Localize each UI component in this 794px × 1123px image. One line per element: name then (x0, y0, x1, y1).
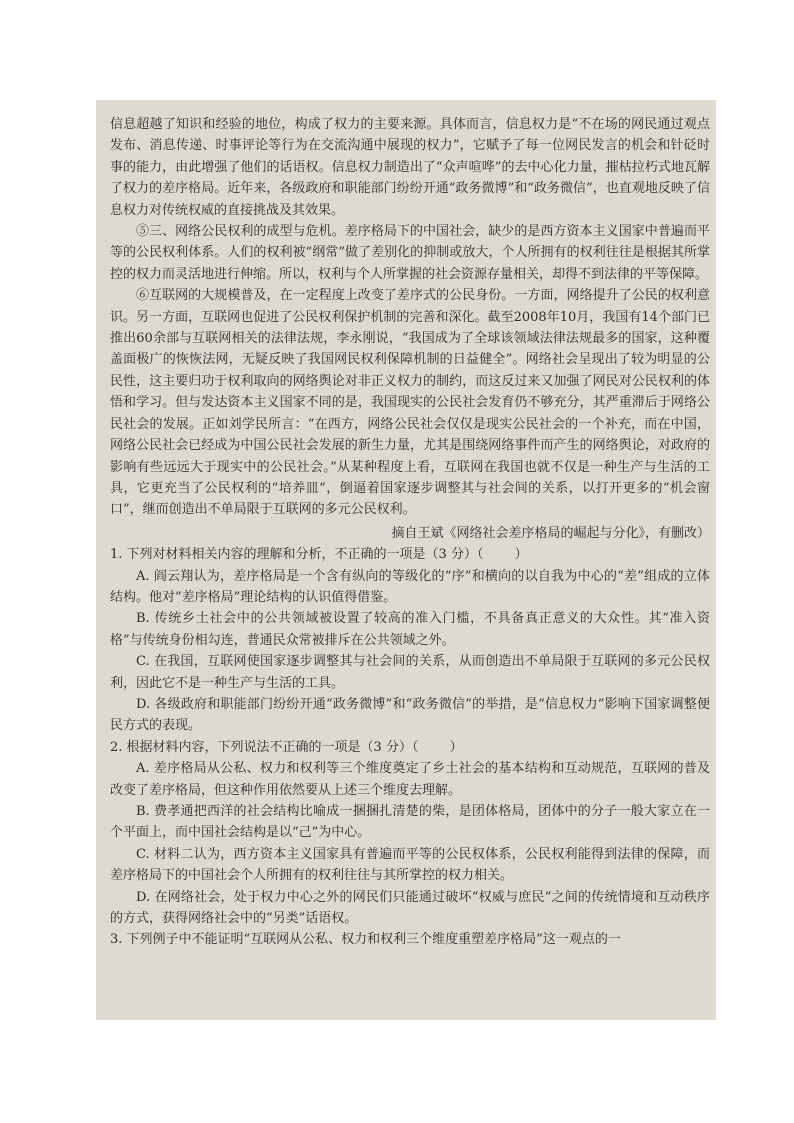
question-1 (110, 544, 710, 737)
source-attribution: 摘自王斌《网络社会差序格局的崛起与分化》，有删改） (391, 525, 710, 541)
passage-paragraph: ⑤三、网络公民权利的成型与危机。差序格局下的中国社会，缺少的是西方资本主义国家中普遍而平等的公民权利体系。人们的权利被“纲常”做了差别化的抑制或放大，个人所拥有的权利往往是根据其所掌控的权力而灵活地进行伸缩。所以，权利与个人所掌握的社会资源存量相关，却得不到法律的平等保障。 (110, 224, 710, 282)
question-stem (110, 737, 710, 758)
answer-option-c: C. 在我国，互联网使国家逐步调整其与社会间的关系，从而创造出不单局限于互联网的多元公民权利，因此它不是一种生产与生活的工具。 (110, 654, 710, 691)
answer-paren-close: ） (514, 547, 528, 563)
question-2 (110, 737, 710, 930)
answer-paren-close: ） (449, 739, 463, 755)
answer-paren-open: （ (476, 547, 484, 563)
answer-option-c: C. 材料二认为，西方资本主义国家具有普遍而平等的公民权体系，公民权利能得到法律的保障，而差序格局下的中国社会个人所拥有的权利往往与其所掌控的权力相关。 (110, 846, 710, 884)
question-3 (110, 929, 710, 950)
answer-option-a: A. 阎云翔认为，差序格局是一个含有纵向的等级化的“序”和横向的以自我为中心的“差”组成的立体结构。他对“差序格局”理论结构的认识值得借鉴。 (110, 568, 710, 605)
scanned-page-background (96, 100, 716, 1020)
answer-paren-open: （ (411, 739, 419, 755)
question-stem-text: 1. 下列对材料相关内容的理解和分析，不正确的一项是（3 分） (110, 547, 477, 563)
answer-option-b: B. 传统乡土社会中的公共领域被设置了较高的准入门槛，不具备真正意义的大众性。其“准入资格”与传统身份相勾连，普通民众常被排斥在公共领域之外。 (110, 611, 710, 648)
answer-option-d: D. 各级政府和职能部门纷纷开通“政务微博”和“政务微信”的举措，是“信息权力”影响下国家调整便民方式的表现。 (110, 696, 710, 734)
passage (110, 114, 710, 544)
answer-option-b: B. 费孝通把西洋的社会结构比喻成一捆捆扎清楚的柴，是团体格局，团体中的分子一般大家立在一个平面上，而中国社会结构是以“己”为中心。 (110, 804, 710, 841)
answer-option-a: A. 差序格局从公私、权力和权利等三个维度奠定了乡土社会的基本结构和互动规范，互联网的普及改变了差序格局，但这种作用依然要从上述三个维度去理解。 (110, 761, 710, 798)
answer-option-d: D. 在网络社会，处于权力中心之外的网民们只能通过破坏“权威与庶民”之间的传统情境和互动秩序的方式，获得网络社会中的“另类”话语权。 (110, 889, 710, 927)
passage-paragraph: ⑥互联网的大规模普及，在一定程度上改变了差序式的公民身份。一方面，网络提升了公民的权利意识。另一方面，互联网也促进了公民权利保护机制的完善和深化。截至2008年10月，我国有14个部门已推出60余部与互联网相关的法律法规，李永刚说，“我国成为了全球该领域法律法规最多的国家，这种覆盖面极广的恢恢法网，无疑反映了我国网民权利保障机制的日益健全”。网络社会呈现出了较为明显的公民性，这主要归功于权利取向的网络舆论对非正义权力的制约，而这反过来又加强了网民对公民权利的体悟和学习。但与发达资本主义国家不同的是，我国现实的公民社会发育仍不够充分，其严重滞后于网络公民社会的发展。正如刘学民所言：“在西方，网络公民社会仅仅是现实公民社会的一个补充，而在中国，网络公民社会已经成为中国公民社会发展的新生力量，尤其是围绕网络事件而产生的网络舆论，对政府的影响有些远远大于现实中的公民社会。”从某种程度上看，互联网在我国也就不仅是一种生产与生活的工具，它更充当了公民权利的“培养皿”，倒逼着国家逐步调整其与社会间的关系，以打开更多的“机会窗口”，继而创造出不单局限于互联网的多元公民权利。 (110, 288, 710, 518)
question-stem (110, 544, 710, 565)
passage-paragraph: 信息超越了知识和经验的地位，构成了权力的主要来源。具体而言，信息权力是“不在场的网民通过观点发布、消息传递、时事评论等行为在交流沟通中展现的权力”，它赋予了每一位网民发言的机会和针砭时事的能力，由此增强了他们的话语权。信息权力制造出了“众声喧哗”的去中心化力量，摧枯拉朽式地瓦解了权力的差序格局。近年来，各级政府和职能部门纷纷开通“政务微博”和“政务微信”，也直观地反映了信息权力对传统权威的直接挑战及其效果。 (110, 117, 710, 218)
document-page (110, 114, 710, 951)
question-stem-text: 2. 根据材料内容，下列说法不正确的一项是（3 分） (110, 739, 412, 755)
question-stem: 3. 下列例子中不能证明“互联网从公私、权力和权利三个维度重塑差序格局”这一观点的一 (110, 932, 621, 948)
